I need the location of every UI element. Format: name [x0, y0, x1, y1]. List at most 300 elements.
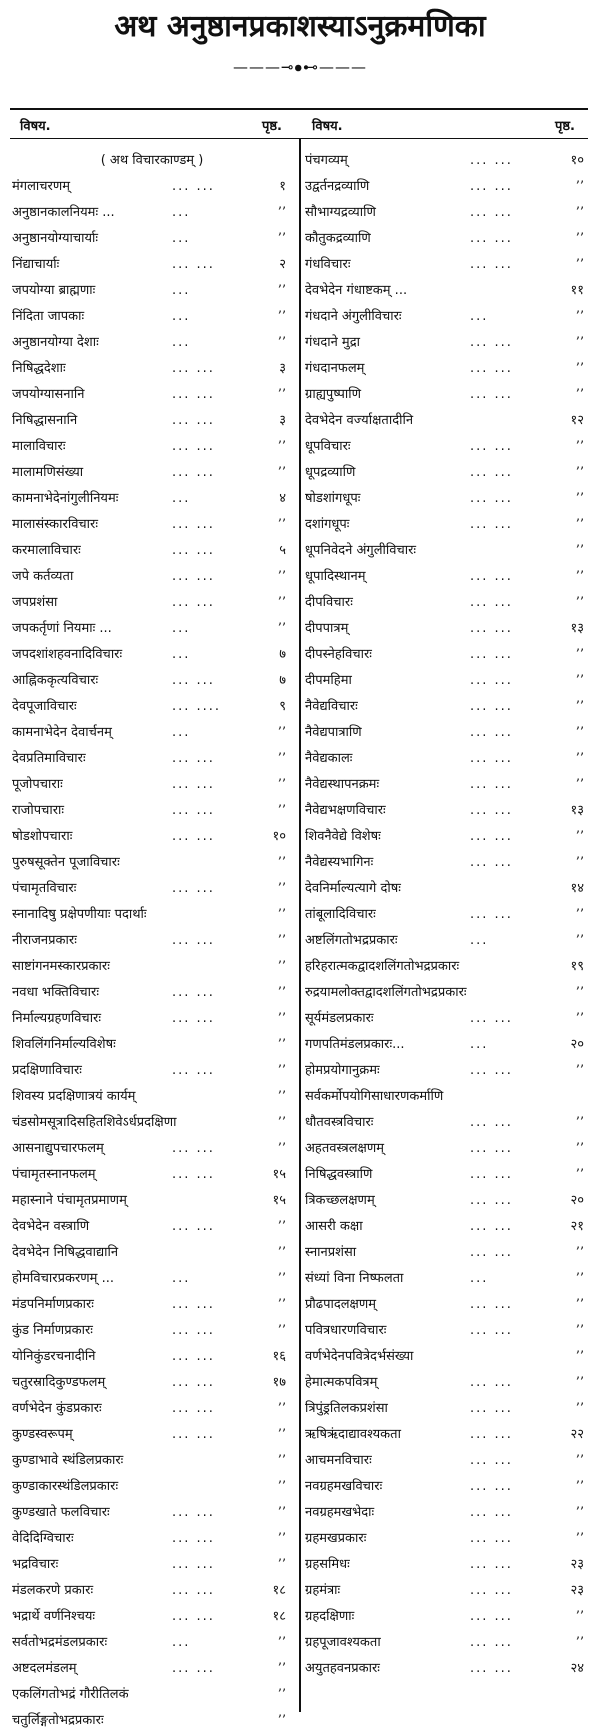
toc-entry [12, 1684, 292, 1706]
toc-entry-subject: चतुर्लिङ्गतोभद्रप्रकारः [12, 1713, 104, 1728]
toc-entry [12, 878, 292, 900]
toc-entry [305, 878, 590, 900]
toc-entry-leader: ... ... [470, 1583, 513, 1598]
toc-entry-subject: नवधा भक्तिविचारः [12, 985, 99, 1000]
toc-entry [12, 332, 292, 354]
toc-entry [12, 1580, 292, 1602]
toc-entry-subject: चतुरस्रादिकुण्डफलम् [12, 1375, 106, 1390]
toc-entry-subject: ग्राह्यपुष्पाणि [305, 387, 362, 402]
toc-entry-leader: ... ... [172, 1609, 215, 1624]
toc-entry-subject: गंधविचारः [305, 257, 351, 272]
toc-entry [305, 852, 590, 874]
header-page-left: पृष्ठ. [262, 119, 282, 134]
toc-entry-subject: अनुष्ठानयोग्याचार्याः [12, 231, 99, 246]
toc-entry-subject: निंद्याचार्याः [12, 257, 60, 272]
toc-entry-subject: देवभेदेन गंधाष्टकम् ... [305, 283, 408, 298]
toc-entry-leader: ... ... [470, 1427, 513, 1442]
toc-entry-leader: ... ... [470, 1531, 513, 1546]
toc-entry-leader: ... ... [172, 413, 215, 428]
toc-entry-leader: ... ... [172, 751, 215, 766]
toc-entry [305, 1580, 590, 1602]
toc-entry-page: ’’ [575, 725, 584, 740]
toc-entry [305, 904, 590, 926]
toc-entry-leader: ... ... [470, 1557, 513, 1572]
toc-entry-subject: दीपस्नेहविचारः [305, 647, 372, 662]
toc-entry [305, 774, 590, 796]
toc-entry [305, 306, 590, 328]
toc-entry-subject: वर्णभेदेन कुंडप्रकारः [12, 1401, 102, 1416]
header-subject-right: विषय. [312, 119, 343, 134]
toc-entry-leader: ... ... [470, 1323, 513, 1338]
toc-entry-page: ’’ [277, 1661, 286, 1676]
toc-entry-subject: गंधदाने मुद्रा [305, 335, 360, 350]
toc-entry-leader: ... ... [470, 751, 513, 766]
toc-entry-page: ’’ [277, 1427, 286, 1442]
toc-entry-page: ’’ [575, 1453, 584, 1468]
toc-entry-subject: त्रिकच्छलक्षणम् [305, 1193, 375, 1208]
toc-entry-page: ११ [570, 283, 584, 298]
toc-entry [12, 1528, 292, 1550]
toc-entry-leader: ... ... [470, 621, 513, 636]
toc-entry-subject: चंडसोमसूत्रादिसहितशिवेऽर्धप्रदक्षिणा [12, 1115, 177, 1130]
toc-entry-page: १० [570, 153, 584, 168]
toc-entry-subject: कुण्डाभावे स्थंडिलप्रकारः [12, 1453, 124, 1468]
toc-entry-subject: कुण्डस्वरूपम् [12, 1427, 73, 1442]
toc-entry-subject: उद्वर्तनद्रव्याणि [305, 179, 370, 194]
toc-entry [12, 1658, 292, 1680]
toc-entry [305, 540, 590, 562]
column-divider [299, 138, 301, 1712]
toc-entry-subject: हरिहरात्मकद्वादशलिंगतोभद्रप्रकारः [305, 959, 460, 974]
toc-entry-subject: साष्टांगनमस्कारप्रकारः [12, 959, 110, 974]
toc-entry-leader: ... [172, 205, 191, 220]
toc-entry-leader: ... ... [470, 1505, 513, 1520]
toc-entry-leader: ... ... [172, 1323, 215, 1338]
toc-entry [12, 670, 292, 692]
toc-entry [12, 488, 292, 510]
toc-entry-subject: स्नानप्रशंसा [305, 1245, 357, 1260]
toc-entry-subject: ग्रहदक्षिणाः [305, 1609, 355, 1624]
toc-entry-leader: ... ... [470, 1193, 513, 1208]
toc-entry [12, 202, 292, 224]
toc-entry [305, 1502, 590, 1524]
toc-entry [305, 1554, 590, 1576]
toc-entry [12, 1008, 292, 1030]
toc-entry [305, 1528, 590, 1550]
toc-entry-leader: ... [470, 1271, 489, 1286]
toc-entry [12, 540, 292, 562]
toc-entry-subject: देवभेदेन वस्त्राणि [12, 1219, 90, 1234]
toc-entry-page: ’’ [277, 205, 286, 220]
toc-entry-subject: योनिकुंडरचनादीनि [12, 1349, 96, 1364]
toc-entry-leader: ... ... [172, 1427, 215, 1442]
toc-entry-subject: षोडशोपचाराः [12, 829, 73, 844]
toc-entry-page: ’’ [575, 491, 584, 506]
toc-entry [305, 1346, 590, 1368]
toc-entry [12, 410, 292, 432]
toc-entry-subject: नवग्रहमखविचारः [305, 1479, 383, 1494]
toc-entry [12, 566, 292, 588]
toc-entry-page: ’’ [575, 699, 584, 714]
toc-entry-page: ’’ [575, 231, 584, 246]
toc-entry [12, 1554, 292, 1576]
toc-entry [305, 384, 590, 406]
toc-entry-page: ’’ [277, 1453, 286, 1468]
toc-entry-leader: ... ... [470, 673, 513, 688]
toc-entry-leader: ... ... [470, 179, 513, 194]
toc-entry-page: ’’ [277, 855, 286, 870]
toc-entry [12, 852, 292, 874]
toc-entry-leader: ... ... [470, 1479, 513, 1494]
toc-entry-subject: पंचगव्यम् [305, 153, 348, 168]
toc-entry-page: ’’ [575, 543, 584, 558]
toc-entry-page: ’’ [575, 465, 584, 480]
toc-entry-subject: सर्वकर्मोपयोगिसाधारणकर्माणि [305, 1089, 444, 1104]
toc-entry-subject: कामनाभेदेन देवार्चनम् [12, 725, 112, 740]
toc-entry-subject: कौतुकद्रव्याणि [305, 231, 371, 246]
toc-entry-subject: आचमनविचारः [305, 1453, 372, 1468]
toc-entry-page: ’’ [277, 1011, 286, 1026]
toc-entry-leader: ... [172, 231, 191, 246]
toc-entry [12, 384, 292, 406]
toc-entry [305, 956, 590, 978]
toc-entry-page: ’’ [575, 1375, 584, 1390]
toc-entry-subject: शिवस्य प्रदक्षिणात्रयं कार्यम् [12, 1089, 136, 1104]
toc-entry-page: ’’ [277, 309, 286, 324]
toc-entry-subject: नवग्रहमखभेदाः [305, 1505, 375, 1520]
toc-entry-subject: जपकर्तृणां नियमाः ... [12, 621, 112, 636]
toc-entry [12, 254, 292, 276]
toc-entry-page: ’’ [575, 335, 584, 350]
toc-entry-page: ’’ [575, 1011, 584, 1026]
toc-entry-leader: ... ... [172, 517, 215, 532]
section-heading: ( अथ विचारकाण्डम् ) [100, 153, 204, 168]
toc-entry [12, 1476, 292, 1498]
toc-entry-subject: प्रौढपादलक्षणम् [305, 1297, 377, 1312]
toc-entry [12, 176, 292, 198]
toc-entry [305, 228, 590, 250]
toc-entry-leader: ... ... [172, 829, 215, 844]
toc-entry-subject: हेमात्मकपवित्रम् [305, 1375, 378, 1390]
toc-entry [305, 1190, 590, 1212]
toc-entry [305, 514, 590, 536]
toc-entry-page: ’’ [575, 1167, 584, 1182]
toc-entry-leader: ... ... [470, 855, 513, 870]
toc-entry-subject: होमप्रयोगानुक्रमः [305, 1063, 380, 1078]
toc-entry-page: ’’ [277, 1635, 286, 1650]
toc-entry [12, 956, 292, 978]
toc-entry-leader: ... ... [470, 1661, 513, 1676]
toc-entry [305, 1606, 590, 1628]
toc-entry-subject: धूपद्रव्याणि [305, 465, 356, 480]
toc-entry-leader: ... ... [172, 1661, 215, 1676]
toc-entry-leader: ... ... [470, 153, 513, 168]
toc-entry-page: ’’ [277, 1713, 286, 1728]
toc-entry-page: ’’ [277, 231, 286, 246]
toc-entry-page: ’’ [277, 621, 286, 636]
toc-entry [12, 306, 292, 328]
toc-entry [305, 358, 590, 380]
toc-entry-subject: दीपविचारः [305, 595, 353, 610]
toc-entry-page: १३ [570, 803, 584, 818]
toc-entry-leader: ... ... [470, 1219, 513, 1234]
toc-entry-subject: रुद्रयामलोक्तद्वादशलिंगतोभद्रप्रकारः [305, 985, 467, 1000]
toc-entry-leader: ... [172, 283, 191, 298]
toc-entry [12, 930, 292, 952]
toc-entry [12, 1216, 292, 1238]
toc-entry-page: ’’ [575, 1141, 584, 1156]
toc-entry-leader: ... ... [470, 907, 513, 922]
toc-entry-page: ’’ [277, 1141, 286, 1156]
toc-entry-page: ’’ [575, 1297, 584, 1312]
toc-entry-leader: ... ... [470, 1609, 513, 1624]
toc-entry [12, 722, 292, 744]
toc-entry-page: ’’ [575, 309, 584, 324]
toc-entry-page: १८ [272, 1609, 286, 1624]
toc-entry-page: २० [570, 1193, 584, 1208]
toc-entry-leader: ... [172, 647, 191, 662]
toc-entry-page: ५ [279, 543, 286, 558]
toc-entry-subject: सूर्यमंडलप्रकारः [305, 1011, 374, 1026]
toc-entry-page: १ [279, 179, 286, 194]
toc-entry-page: ’’ [575, 777, 584, 792]
toc-entry-page: ’’ [277, 1479, 286, 1494]
toc-entry-subject: स्नानादिषु प्रक्षेपणीयाः पदार्थाः [12, 907, 147, 922]
toc-entry-page: ’’ [575, 387, 584, 402]
toc-entry-leader: ... ... [172, 985, 215, 1000]
toc-entry [12, 592, 292, 614]
toc-entry-subject: मंगलाचरणम् [12, 179, 71, 194]
toc-entry-page: ’’ [277, 1063, 286, 1078]
toc-entry-leader: ... ... [172, 595, 215, 610]
toc-entry [305, 332, 590, 354]
toc-entry [305, 1294, 590, 1316]
toc-entry-page: ’’ [575, 179, 584, 194]
toc-entry-subject: नैवेद्यस्थापनक्रमः [305, 777, 380, 792]
toc-entry [12, 436, 292, 458]
toc-entry-subject: गंधदानफलम् [305, 361, 365, 376]
toc-entry-leader: ... [172, 1635, 191, 1650]
toc-entry-subject: देवभेदेन वर्ज्याक्षतादीनि [305, 413, 414, 428]
toc-entry-subject: भद्रविचारः [12, 1557, 59, 1572]
toc-entry-page: ’’ [575, 1323, 584, 1338]
toc-entry-subject: होमविचारप्रकरणम् ... [12, 1271, 114, 1286]
toc-entry-page: ’’ [277, 387, 286, 402]
toc-entry-leader: ... ... [172, 673, 215, 688]
toc-entry-leader: ... ... [172, 1063, 215, 1078]
toc-entry-leader: ... ... [470, 1375, 513, 1390]
toc-entry-leader: ... ... [470, 829, 513, 844]
toc-entry-page: २२ [570, 1427, 584, 1442]
toc-entry [305, 488, 590, 510]
toc-entry-subject: आसरी कक्षा [305, 1219, 363, 1234]
toc-entry-page: ’’ [277, 907, 286, 922]
toc-entry-leader: ... ... [470, 439, 513, 454]
toc-entry-page: ’’ [575, 1609, 584, 1624]
toc-entry-subject: जपयोग्या ब्राह्मणाः [12, 283, 96, 298]
toc-entry-leader: ... [172, 1271, 191, 1286]
toc-entry-subject: अष्टदलमंडलम् [12, 1661, 77, 1676]
toc-entry-page: १३ [570, 621, 584, 636]
toc-entry-page: १७ [272, 1375, 286, 1390]
toc-entry-leader: ... ... [470, 1297, 513, 1312]
toc-entry-subject: सौभाग्यद्रव्याणि [305, 205, 376, 220]
toc-entry-subject: मंडपनिर्माणप्रकारः [12, 1297, 94, 1312]
toc-entry-page: ’’ [277, 1115, 286, 1130]
toc-entry-subject: निषिद्धवस्त्राणि [305, 1167, 373, 1182]
toc-entry [305, 1372, 590, 1394]
toc-entry-page: ’’ [575, 1271, 584, 1286]
toc-entry [12, 280, 292, 302]
toc-entry-leader: ... ... [470, 387, 513, 402]
toc-entry-subject: कुण्डखाते फलविचारः [12, 1505, 110, 1520]
toc-entry-subject: नैवेद्यपात्राणि [305, 725, 362, 740]
toc-entry-leader: ... ... [172, 1141, 215, 1156]
toc-entry-subject: देवनिर्माल्यत्यागे दोषः [305, 881, 401, 896]
toc-entry-page: १२ [570, 413, 584, 428]
page-title: अथ अनुष्ठानप्रकाशस्याऽनुक्रमणिका [114, 9, 486, 44]
toc-entry-leader: ... ... [470, 1115, 513, 1130]
toc-entry [305, 1398, 590, 1420]
toc-entry [305, 1632, 590, 1654]
toc-entry-leader: ... [172, 491, 191, 506]
toc-entry-page: १० [272, 829, 286, 844]
toc-entry [12, 1320, 292, 1342]
toc-entry-subject: अष्टलिंगतोभद्रप्रकारः [305, 933, 398, 948]
toc-entry-page: ’’ [277, 959, 286, 974]
toc-entry-leader: ... ... [172, 803, 215, 818]
toc-entry-subject: निषिद्धासनानि [12, 413, 78, 428]
toc-entry-subject: दीपमहिमा [305, 673, 352, 688]
toc-entry-subject: पंचामृतविचारः [12, 881, 77, 896]
toc-entry [305, 176, 590, 198]
toc-entry [305, 1164, 590, 1186]
toc-entry-page: ’’ [277, 1297, 286, 1312]
toc-entry [305, 1138, 590, 1160]
toc-entry-subject: नैवेद्यकालः [305, 751, 353, 766]
toc-entry [12, 1112, 292, 1134]
toc-entry-subject: कामनाभेदेनांगुलीनियमः [12, 491, 119, 506]
toc-entry-leader: ... [470, 309, 489, 324]
toc-entry-page: ’’ [277, 1401, 286, 1416]
toc-entry-subject: धूपविचारः [305, 439, 351, 454]
toc-entry-page: ’’ [575, 595, 584, 610]
toc-entry-page: ४ [279, 491, 286, 506]
toc-entry-leader: ... ... [470, 1167, 513, 1182]
toc-entry [12, 1424, 292, 1446]
toc-entry [305, 696, 590, 718]
toc-entry-page: २१ [570, 1219, 584, 1234]
toc-entry-subject: आह्निककृत्यविचारः [12, 673, 99, 688]
toc-entry-leader: ... ... [470, 517, 513, 532]
toc-entry [305, 280, 590, 302]
toc-entry-page: २० [570, 1037, 584, 1052]
toc-entry-leader: ... ... [172, 1401, 215, 1416]
toc-entry-subject: देवप्रतिमाविचारः [12, 751, 86, 766]
toc-entry-subject: करमालाविचारः [12, 543, 81, 558]
toc-entry-page: १५ [272, 1167, 286, 1182]
toc-entry-page: ’’ [575, 855, 584, 870]
toc-entry-leader: ... ... [172, 257, 215, 272]
toc-entry-page: ७ [279, 673, 286, 688]
toc-entry [12, 1398, 292, 1420]
toc-entry-subject: तांबूलादिविचारः [305, 907, 376, 922]
toc-entry-subject: मालाविचारः [12, 439, 66, 454]
toc-entry-subject: गंधदाने अंगुलीविचारः [305, 309, 402, 324]
toc-entry-leader: ... ... [470, 725, 513, 740]
toc-entry [305, 1320, 590, 1342]
toc-entry [305, 826, 590, 848]
toc-entry [12, 904, 292, 926]
toc-entry-page: ’’ [575, 829, 584, 844]
toc-entry-page: ’’ [277, 777, 286, 792]
toc-entry-page: ’’ [277, 439, 286, 454]
toc-entry-page: ’’ [277, 1531, 286, 1546]
toc-entry-subject: शिवनैवेद्ये विशेषः [305, 829, 381, 844]
toc-entry [12, 1268, 292, 1290]
toc-entry-subject: जपदशांशहवनादिविचारः [12, 647, 123, 662]
toc-entry [12, 1710, 292, 1732]
toc-entry-subject: ग्रहपूजावश्यकता [305, 1635, 381, 1650]
toc-entry-page: ’’ [277, 751, 286, 766]
toc-entry [305, 566, 590, 588]
toc-entry-subject: भद्रार्थे वर्णनिश्चयः [12, 1609, 96, 1624]
toc-entry [12, 696, 292, 718]
toc-entry-leader: ... [172, 309, 191, 324]
toc-entry-page: ’’ [575, 1505, 584, 1520]
toc-entry-leader: ... ... [470, 335, 513, 350]
toc-entry-page: १८ [272, 1583, 286, 1598]
toc-entry-page: ३ [279, 413, 286, 428]
toc-entry [305, 618, 590, 640]
toc-entry-page: ’’ [277, 1505, 286, 1520]
toc-entry-leader: ... ... [172, 1349, 215, 1364]
toc-entry-subject: ग्रहमखप्रकारः [305, 1531, 367, 1546]
toc-entry-leader: ... ... [172, 387, 215, 402]
toc-entry-subject: कुंड निर्माणप्रकारः [12, 1323, 93, 1338]
toc-entry [12, 358, 292, 380]
toc-entry-page: ’’ [575, 933, 584, 948]
toc-entry-leader: ... ... [172, 1297, 215, 1312]
toc-entry-subject: अनुष्ठानकालनियमः ... [12, 205, 115, 220]
toc-entry [305, 722, 590, 744]
toc-entry-page: ’’ [575, 517, 584, 532]
toc-entry-page: ’’ [575, 673, 584, 688]
toc-entry-subject: मालामणिसंख्या [12, 465, 84, 480]
toc-entry [12, 1242, 292, 1264]
toc-entry [12, 1034, 292, 1056]
toc-entry-leader: ... [172, 335, 191, 350]
toc-entry-page: ’’ [277, 1219, 286, 1234]
toc-entry-leader: ... ... [470, 491, 513, 506]
toc-entry-leader: ... ... [470, 257, 513, 272]
toc-entry-subject: मालासंस्कारविचारः [12, 517, 98, 532]
toc-entry [305, 1658, 590, 1680]
toc-entry-leader: ... ... [470, 1635, 513, 1650]
toc-entry [12, 1502, 292, 1524]
toc-entry-leader: ... ... [172, 1531, 215, 1546]
toc-entry-page: ’’ [277, 1245, 286, 1260]
toc-entry [305, 592, 590, 614]
toc-entry-page: २४ [570, 1661, 584, 1676]
toc-entry-page: ’’ [277, 1323, 286, 1338]
toc-entry-page: २३ [570, 1557, 584, 1572]
toc-entry-subject: एकलिंगतोभद्रं गौरीतिलकं [12, 1687, 129, 1702]
toc-entry-leader: ... ... [470, 803, 513, 818]
toc-entry-page: ’’ [575, 1531, 584, 1546]
toc-entry [305, 1060, 590, 1082]
toc-entry [12, 826, 292, 848]
